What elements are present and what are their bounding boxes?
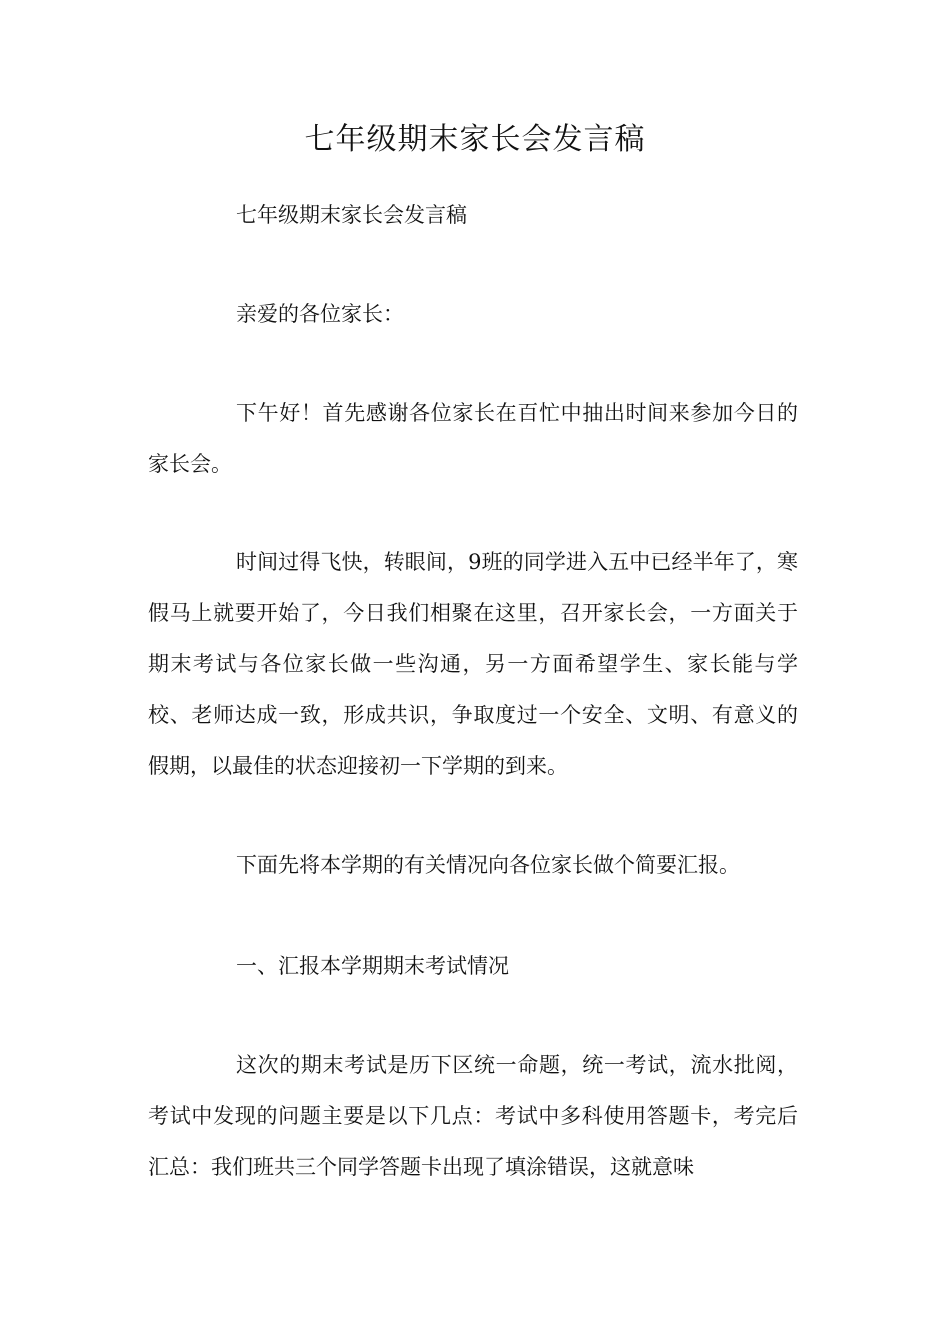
body-paragraph: 这次的期末考试是历下区统一命题，统一考试，流水批阅，考试中发现的问题主要是以下几点：考试中多科使用答题卡，考完后汇总：我们班共三个同学答题卡出现了填涂错误，这就意味 bbox=[148, 1053, 798, 1179]
section-heading: 一、汇报本学期期末考试情况 bbox=[236, 954, 509, 978]
subtitle-paragraph: 七年级期末家长会发言稿 bbox=[236, 203, 467, 227]
body-paragraph: 下面先将本学期的有关情况向各位家长做个简要汇报。 bbox=[236, 853, 740, 877]
opening-paragraph: 下午好！首先感谢各位家长在百忙中抽出时间来参加今日的家长会。 bbox=[148, 401, 798, 476]
document-title: 七年级期末家长会发言稿 bbox=[304, 122, 646, 157]
greeting-paragraph: 亲爱的各位家长： bbox=[236, 302, 404, 326]
body-paragraph: 时间过得飞快，转眼间，9班的同学进入五中已经半年了，寒假马上就要开始了，今日我们相聚在这里，召开家长会，一方面关于期末考试与各位家长做一些沟通，另一方面希望学生、家长能与学校、老师达成一致，形成共识，争取度过一个安全、文明、有意义的假期，以最佳的状态迎接初一下学期的到来。 bbox=[148, 550, 798, 778]
